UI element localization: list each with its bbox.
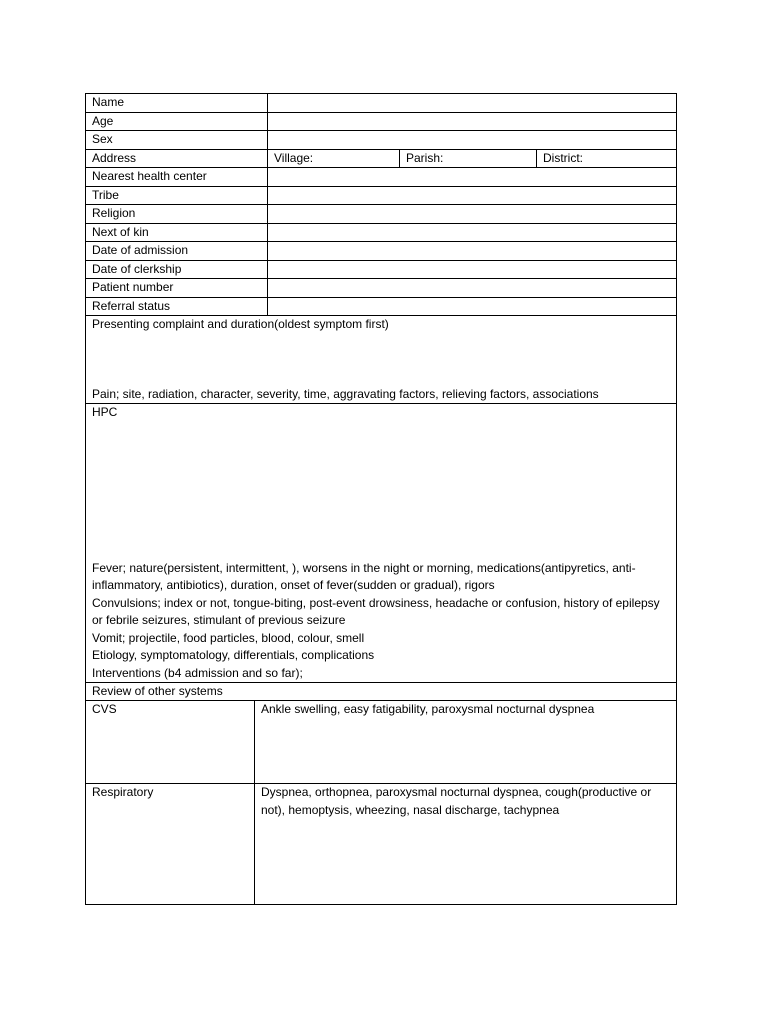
field-row-health-center	[86, 167, 676, 186]
pain-prompt: Pain; site, radiation, character, severity, time, aggravating factors, relieving factors, associations	[92, 386, 599, 401]
age-value-cell[interactable]	[268, 113, 676, 131]
system-label: CVS	[86, 701, 255, 783]
name-value-cell[interactable]	[268, 94, 676, 112]
address-value-group	[268, 150, 676, 168]
convulsions-prompt: Convulsions; index or not, tongue-biting, post-event drowsiness, headache or confusion, history of epilepsy or febrile seizures, stimulant of previous seizure	[92, 595, 660, 627]
field-label: Patient number	[86, 279, 268, 297]
field-label: Next of kin	[86, 224, 268, 242]
system-row-cvs	[86, 700, 676, 783]
interventions-prompt: Interventions (b4 admission and so far);	[92, 665, 303, 680]
hpc-prompts	[92, 560, 670, 683]
system-label: Respiratory	[86, 784, 255, 904]
presenting-complaint-title: Presenting complaint and duration(oldest symptom first)	[92, 317, 389, 331]
field-label: Date of clerkship	[86, 261, 268, 279]
review-of-systems-title: Review of other systems	[86, 682, 676, 700]
field-label: Name	[86, 94, 268, 112]
health-center-value-cell[interactable]	[268, 168, 676, 186]
field-row-next-of-kin	[86, 223, 676, 242]
system-prompt[interactable]: Dyspnea, orthopnea, paroxysmal nocturnal dyspnea, cough(productive or not), hemoptysis, wheezing, nasal discharge, tachypnea	[261, 785, 652, 817]
sex-value-cell[interactable]	[268, 131, 676, 149]
field-row-patient-number	[86, 278, 676, 297]
field-label: Religion	[86, 205, 268, 223]
parish-cell[interactable]: Parish:	[400, 150, 537, 168]
field-row-religion	[86, 204, 676, 223]
field-label: Address	[86, 150, 268, 168]
field-row-referral-status	[86, 297, 676, 316]
district-cell[interactable]: District:	[543, 150, 583, 165]
patient-number-value-cell[interactable]	[268, 279, 676, 297]
field-label: Tribe	[86, 187, 268, 205]
village-cell[interactable]: Village:	[268, 150, 400, 168]
field-row-address	[86, 149, 676, 168]
field-row-date-of-clerkship	[86, 260, 676, 279]
referral-status-value-cell[interactable]	[268, 298, 676, 316]
system-prompt[interactable]: Ankle swelling, easy fatigability, paroxysmal nocturnal dyspnea	[261, 702, 595, 716]
vomit-prompt: Vomit; projectile, food particles, blood, colour, smell	[92, 630, 365, 645]
field-row-tribe	[86, 186, 676, 205]
next-of-kin-value-cell[interactable]	[268, 224, 676, 242]
field-row-date-of-admission	[86, 241, 676, 260]
field-label: Date of admission	[86, 242, 268, 260]
field-row-name	[86, 94, 676, 112]
religion-value-cell[interactable]	[268, 205, 676, 223]
clerkship-form	[85, 93, 677, 905]
field-label: Age	[86, 113, 268, 131]
field-label: Sex	[86, 131, 268, 149]
etiology-prompt: Etiology, symptomatology, differentials, complications	[92, 648, 375, 662]
field-label: Referral status	[86, 298, 268, 316]
date-of-clerkship-value-cell[interactable]	[268, 261, 676, 279]
system-row-respiratory	[86, 783, 676, 904]
field-label: Nearest health center	[86, 168, 268, 186]
fever-prompt: Fever; nature(persistent, intermittent, ), worsens in the night or morning, medications(antipyretics, anti-inflammatory, antibiotics), duration, onset of fever(sudden or gradual), rigors	[92, 560, 636, 592]
presenting-complaint-section[interactable]	[86, 315, 676, 403]
hpc-title: HPC	[92, 405, 118, 419]
tribe-value-cell[interactable]	[268, 187, 676, 205]
hpc-section[interactable]	[86, 403, 676, 682]
date-of-admission-value-cell[interactable]	[268, 242, 676, 260]
field-row-age	[86, 112, 676, 131]
field-row-sex	[86, 130, 676, 149]
